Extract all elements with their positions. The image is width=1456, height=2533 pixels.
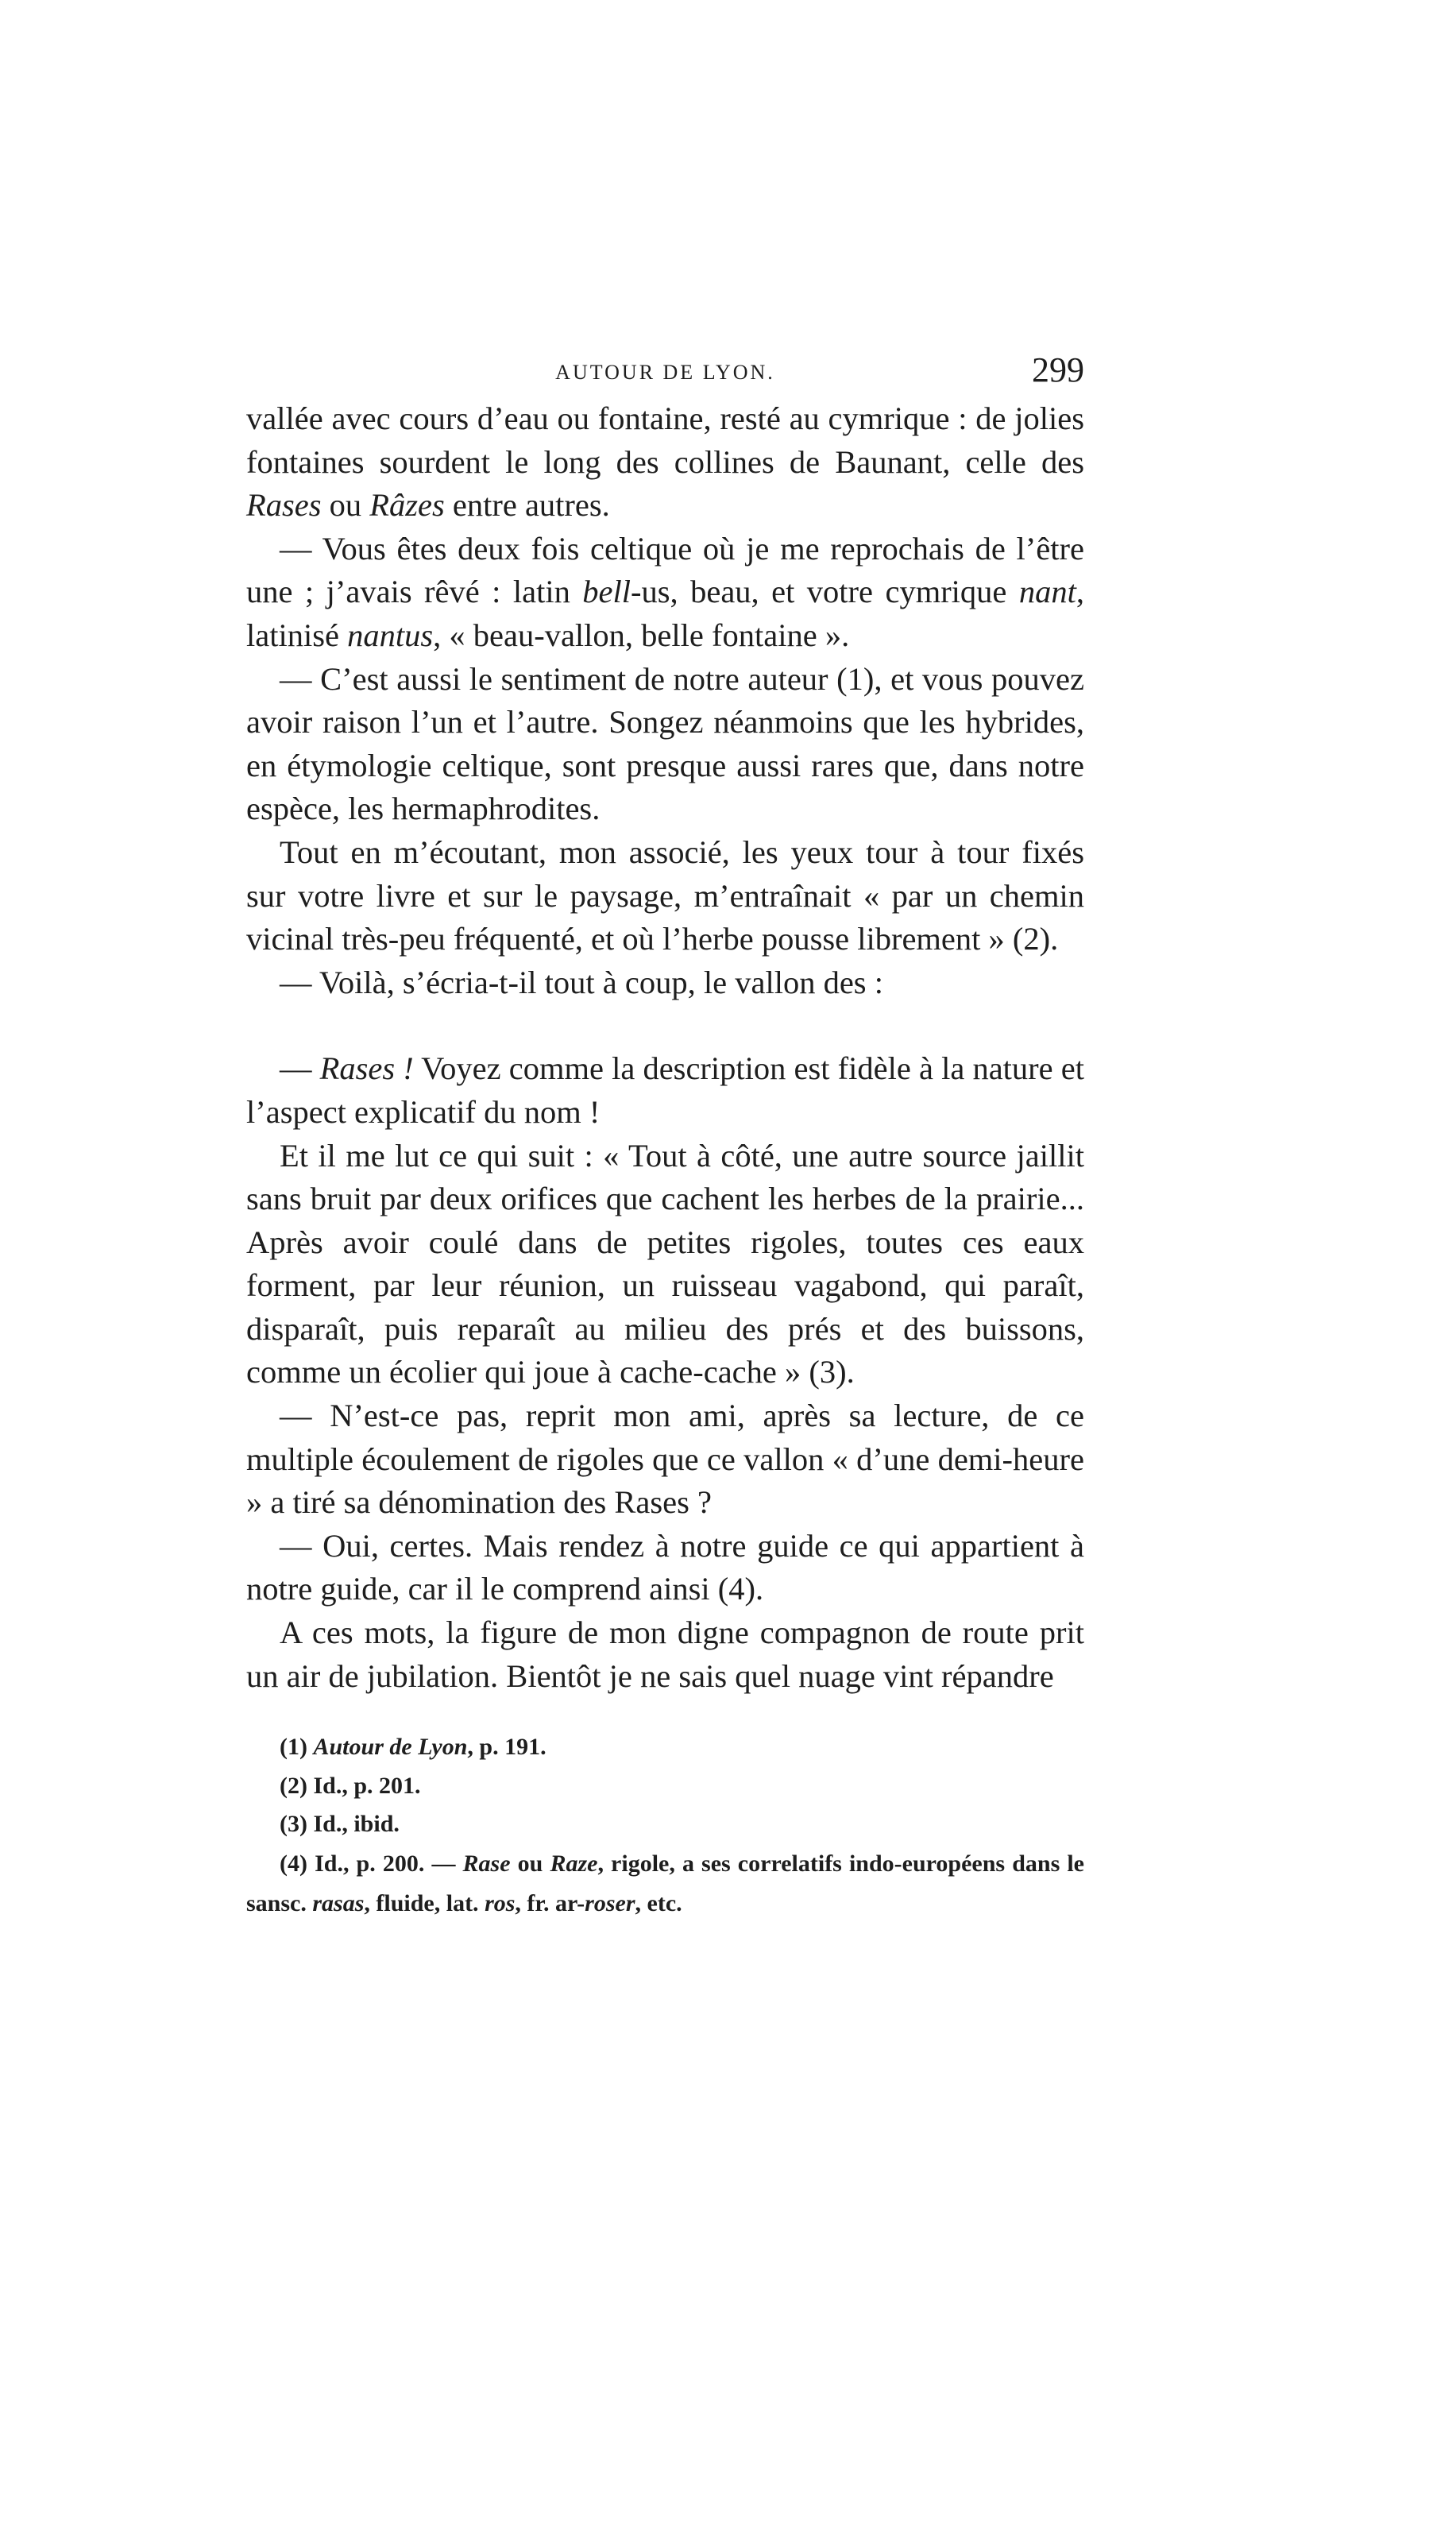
text-run: , latinisé [246,574,1084,653]
text-run: — [280,1050,320,1087]
footnote-italic-word: Raze [550,1850,598,1877]
footnote-italic-word: ros [485,1889,516,1916]
text-run: — Vous êtes deux fois celtique où je me reprochais de l’être une ; j’avais rêvé : latin [246,530,1084,610]
footnote-text: , rigole, a ses correlatifs indo-européens dans le sansc. [246,1850,1084,1916]
footnote-text: , fr. ar- [515,1889,585,1916]
paragraph-8: — N’est-ce pas, reprit mon ami, après sa lecture, de ce multiple écoulement de rigoles que ce vallon « d’une demi-heure » a tiré sa dénomination des Rases ? [246,1398,1084,1521]
body-text [246,397,1084,1698]
footnote-italic-word: Rase [462,1850,511,1877]
paragraph-7: Et il me lut ce qui suit : « Tout à côté, une autre source jaillit sans bruit par deux orifices que cachent les herbes de la prairie... Après avoir coulé dans de petites rigoles, toutes ces eaux forment, par leur réunion, un ruisseau vagabond, qui paraît, disparaît, puis reparaît au milieu des prés et des buissons, comme un écolier qui joue à cache-cache » (3). [246,1137,1084,1390]
paragraph-5: — Voilà, s’écria-t-il tout à coup, le vallon des : [280,964,883,1000]
running-head: AUTOUR DE LYON. [555,361,775,384]
footnote-text: , p. 191. [467,1734,546,1760]
italic-word: Rases ! [319,1050,414,1087]
footnote-title: Autour de Lyon [313,1734,468,1760]
paragraph-10: A ces mots, la figure de mon digne compagnon de route prit un air de jubilation. Bientôt je ne sais quel nuage vint répandre [246,1615,1084,1694]
italic-word: bell [582,574,631,610]
footnote-text: , etc. [635,1889,682,1916]
footnotes [246,1728,1084,1924]
footnote-text: ou [510,1850,550,1877]
text-run: -us, beau, et votre cymrique [631,574,1019,610]
text-run: ou [321,487,370,524]
footnote-italic-word: roser [585,1889,635,1916]
italic-word: Râzes [369,487,445,524]
footnote-4 [246,1844,1084,1924]
footnote-3 [246,1805,1084,1844]
page-number: 299 [1032,350,1084,389]
footnote-text: , fluide, lat. [364,1889,485,1916]
italic-word: nantus [347,617,434,653]
italic-word: Rases [246,487,322,524]
text-run: Voyez comme la description est fidèle à la nature et l’aspect explicatif du nom ! [246,1050,1084,1130]
footnote-text: Id., p. 201. [313,1772,421,1799]
italic-word: nant [1018,574,1076,610]
footnote-2 [246,1767,1084,1806]
footnote-number: (3) [280,1811,314,1837]
footnote-text: Id., p. 200. — [315,1850,463,1877]
footnote-number: (2) [280,1772,314,1799]
footnote-text: Id., ibid. [313,1811,400,1837]
paragraph-3: — C’est aussi le sentiment de notre auteur (1), et vous pouvez avoir raison l’un et l’autre. Songez néanmoins que les hybrides, en étymologie celtique, sont presque aussi rares que, dans notre espèce, les hermaphrodites. [246,660,1084,827]
footnote-italic-word: rasas [312,1889,365,1916]
page-header [246,346,1084,394]
paragraph-1 [246,397,1084,528]
paragraph-4: Tout en m’écoutant, mon associé, les yeux tour à tour fixés sur votre livre et sur le paysage, m’entraînait « par un chemin vicinal très-peu fréquenté, et où l’herbe pousse librement » (2). [246,833,1084,957]
footnote-number: (4) [280,1850,315,1877]
paragraph-6 [246,1047,1084,1134]
text-run: entre autres. [444,487,610,524]
paragraph-2 [246,528,1084,658]
paragraph-9: — Oui, certes. Mais rendez à notre guide ce qui appartient à notre guide, car il le comprend ainsi (4). [246,1527,1084,1607]
text-run: , « beau-vallon, belle fontaine ». [433,617,850,653]
footnote-1 [246,1728,1084,1767]
footnote-number: (1) [280,1734,314,1760]
text-run: vallée avec cours d’eau ou fontaine, resté au cymrique : de jolies fontaines sourdent le long des collines de Baunant, celle des [246,400,1084,480]
